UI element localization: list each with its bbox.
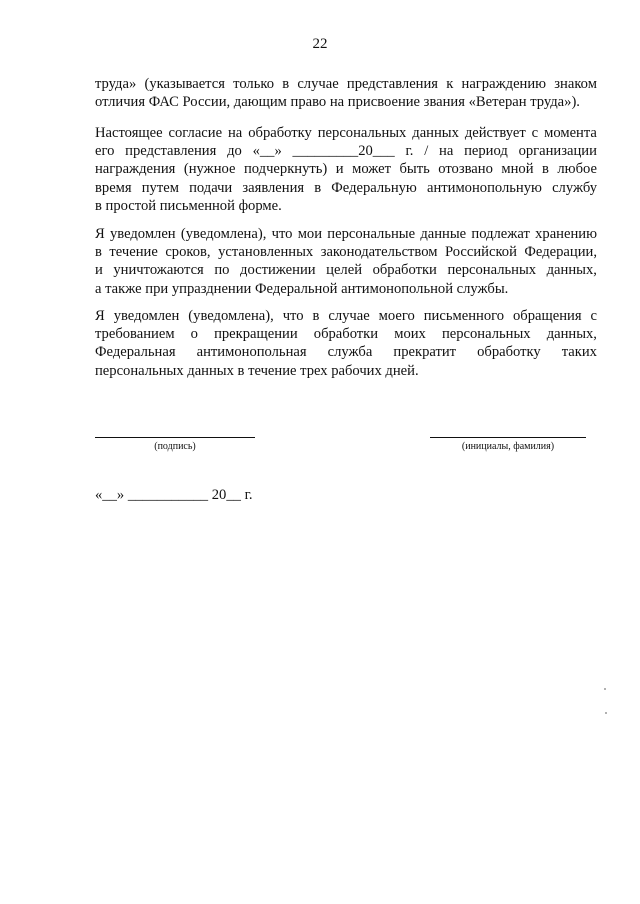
text-line: персональных данных в течение трех рабочих дней. (95, 362, 419, 379)
name-underline (430, 437, 586, 438)
text-line: отличия ФАС России, дающим право на присвоение звания «Ветеран труда»). (95, 94, 580, 111)
text-line: его представления до «__» _________20___ г. / на период организации (95, 143, 597, 160)
text-line: Федеральная антимонопольная служба прекратит обработку таких (95, 344, 597, 361)
text-line: Я уведомлен (уведомлена), что в случае моего письменного обращения с (95, 308, 597, 324)
text-line: Настоящее согласие на обработку персональных данных действует с момента (95, 125, 597, 141)
text-line: и уничтожаются по достижении целей обработки персональных данных, (95, 262, 597, 279)
scan-speck (604, 688, 606, 690)
paragraph-1 (95, 75, 597, 111)
paragraph-3 (95, 225, 597, 298)
paragraph-4 (95, 307, 597, 380)
scan-speck (605, 712, 607, 714)
text-line: время путем подачи заявления в Федеральную антимонопольную службу (95, 179, 597, 196)
text-line: труда» (указывается только в случае представления к награждению знаком (95, 76, 597, 92)
signature-field (95, 437, 255, 452)
text-line: требованием о прекращении обработки моих персональных данных, (95, 326, 597, 343)
page-number: 22 (312, 36, 328, 52)
paragraph-2 (95, 124, 597, 215)
text-line: в течение сроков, установленных законодательством Российской Федерации, (95, 244, 597, 261)
text-line: а также при упразднении Федеральной антимонопольной службы. (95, 280, 509, 297)
name-caption: (инициалы, фамилия) (461, 441, 555, 452)
text-line: в простой письменной форме. (95, 197, 282, 214)
text-line: награждения (нужное подчеркнуть) и может быть отозвано мной в любое (95, 161, 597, 178)
signature-underline (95, 437, 255, 438)
text-line: Я уведомлен (уведомлена), что мои персональные данные подлежат хранению (95, 226, 597, 242)
name-field (430, 437, 586, 452)
signature-caption: (подпись) (154, 441, 196, 452)
date-line: «__» ___________ 20__ г. (95, 487, 253, 503)
